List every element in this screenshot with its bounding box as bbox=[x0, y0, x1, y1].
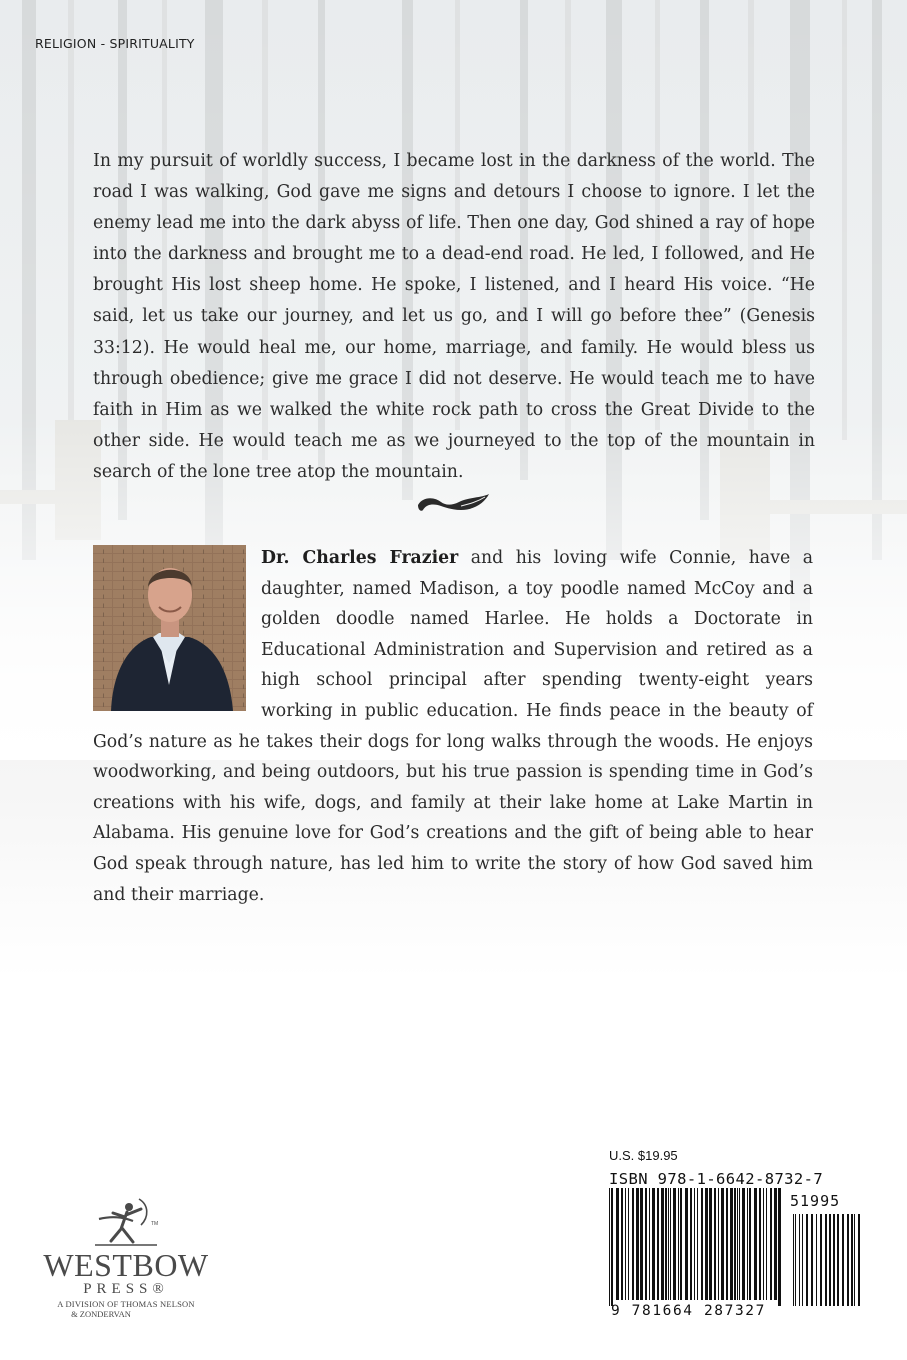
barcode-bar bbox=[649, 1188, 650, 1300]
barcode-bar bbox=[636, 1188, 639, 1300]
barcode-bar bbox=[749, 1188, 751, 1300]
publisher-logo bbox=[36, 1195, 216, 1325]
barcode-bar bbox=[754, 1188, 757, 1300]
barcode-bar bbox=[701, 1188, 703, 1300]
barcode-addon-bar bbox=[825, 1214, 827, 1306]
barcode-bar bbox=[726, 1188, 728, 1300]
barcode-addon-bar bbox=[816, 1214, 817, 1306]
barcode-bar bbox=[737, 1188, 738, 1300]
barcode-bar bbox=[616, 1188, 619, 1300]
publisher-press: PRESS® bbox=[83, 1281, 169, 1297]
barcode-bar bbox=[734, 1188, 736, 1300]
barcode-price-code: 51995 bbox=[790, 1192, 841, 1210]
barcode-bar bbox=[718, 1188, 719, 1300]
barcode-bar bbox=[770, 1188, 772, 1300]
barcode-bar bbox=[705, 1188, 708, 1300]
barcode-bar bbox=[714, 1188, 716, 1300]
barcode-bar bbox=[685, 1188, 688, 1300]
barcode-bar bbox=[763, 1188, 764, 1300]
publisher-name: WESTBOW bbox=[43, 1247, 209, 1283]
blurb-paragraph: In my pursuit of worldly success, I became lost in the darkness of the world. The road I was walking, God gave me signs and detours I choose to ignore. I let the enemy lead me into the dark abyss of life. Then one day, God shined a ray of hope into the darkness and brought me to a dead-end road. He led, I followed, and He brought His lost sheep home. He spoke, I listened, and I heard His voice. “He said, let us take our journey, and let us go, and I will go before thee” (Genesis 33:12). He would heal me, our home, marriage, and family. He would bless us through obedience; give me grace I did not deserve. He would teach me to have faith in Him as we walked the white rock path to cross the Great Divide to the other side. He would teach me as we journeyed to the top of the mountain in search of the lone tree atop the mountain. bbox=[93, 151, 815, 482]
barcode-addon-bar bbox=[837, 1214, 839, 1306]
author-bio bbox=[93, 543, 813, 910]
barcode-bar bbox=[611, 1188, 613, 1306]
barcode-bar bbox=[747, 1188, 748, 1300]
barcode-bar bbox=[657, 1188, 659, 1300]
barcode-addon-bar bbox=[854, 1214, 855, 1306]
barcode-bar bbox=[709, 1188, 712, 1300]
barcode-addon-bar bbox=[795, 1214, 796, 1306]
barcode-bar bbox=[759, 1188, 761, 1300]
barcode-addon-bar bbox=[799, 1214, 800, 1306]
barcode-addon-bar bbox=[793, 1214, 794, 1306]
barcode-bar bbox=[670, 1188, 671, 1300]
barcode-addon-bar bbox=[858, 1214, 860, 1306]
barcode-addon-bar bbox=[829, 1214, 831, 1306]
barcode-bar bbox=[661, 1188, 664, 1300]
barcode-bar bbox=[645, 1188, 647, 1300]
trademark-mark: TM bbox=[151, 1221, 159, 1227]
barcode-bar bbox=[766, 1188, 767, 1300]
barcode-addon-bar bbox=[820, 1214, 822, 1306]
barcode-addon-bar bbox=[842, 1214, 844, 1306]
category-label: RELIGION - SPIRITUALITY bbox=[35, 36, 195, 51]
barcode-bar bbox=[609, 1188, 610, 1306]
barcode-bar bbox=[673, 1188, 676, 1300]
barcode-bar bbox=[697, 1188, 698, 1300]
barcode-bar bbox=[694, 1188, 695, 1300]
barcode-addon-bar bbox=[802, 1214, 803, 1306]
author-name: Dr. Charles Frazier bbox=[261, 548, 459, 568]
barcode-bar bbox=[721, 1188, 724, 1300]
barcode-bar bbox=[730, 1188, 733, 1300]
barcode-bar bbox=[652, 1188, 655, 1300]
barcode-bar bbox=[665, 1188, 667, 1300]
barcode-bar bbox=[625, 1188, 626, 1300]
barcode-addon-bar bbox=[833, 1214, 835, 1306]
barcode-addon-bar bbox=[847, 1214, 849, 1306]
barcode-bar bbox=[632, 1188, 634, 1300]
barcode-bar bbox=[680, 1188, 682, 1300]
barcode-digits: 9 781664 287327 bbox=[611, 1303, 766, 1319]
barcode-bar bbox=[739, 1188, 740, 1300]
isbn-label: ISBN 978-1-6642-8732-7 bbox=[609, 1170, 824, 1188]
barcode-bar bbox=[621, 1188, 623, 1300]
barcode-bar bbox=[742, 1188, 745, 1300]
barcode-bar bbox=[690, 1188, 692, 1300]
barcode-bar bbox=[640, 1188, 643, 1300]
price-label: U.S. $19.95 bbox=[609, 1148, 678, 1163]
publisher-division-line2: & ZONDERVAN bbox=[71, 1309, 131, 1319]
barcode-addon-bar bbox=[851, 1214, 853, 1306]
archer-figure-icon bbox=[91, 1195, 161, 1247]
barcode-bar bbox=[628, 1188, 629, 1300]
author-bio-text: and his loving wife Connie, have a daughter, named Madison, a toy poodle named McCoy and a golden doodle named Harlee. He holds a Doctorate in Educational Administration and Supervision and retired as a high school principal after spending twenty-eight years working in public education. He finds peace in the beauty of God’s nature as he takes their dogs for long walks through the woods. He enjoys woodworking, and being outdoors, but his true passion is spending time in God’s creations with his wife, dogs, and family at their lake home at Lake Martin in Alabama. His genuine love for God’s creations and the gift of being able to hear God speak through nature, has led him to write the story of how God saved him and their marriage. bbox=[93, 548, 813, 905]
barcode-bar bbox=[678, 1188, 679, 1300]
barcode-bar bbox=[778, 1188, 781, 1306]
barcode-addon-bar bbox=[806, 1214, 808, 1306]
leaf-ornament-icon bbox=[415, 488, 491, 518]
barcode-bar bbox=[668, 1188, 669, 1300]
barcode-addon-bar bbox=[811, 1214, 813, 1306]
author-photo bbox=[93, 545, 246, 711]
barcode-bar bbox=[774, 1188, 777, 1300]
publisher-division-line1: A DIVISION OF THOMAS NELSON bbox=[57, 1299, 195, 1309]
